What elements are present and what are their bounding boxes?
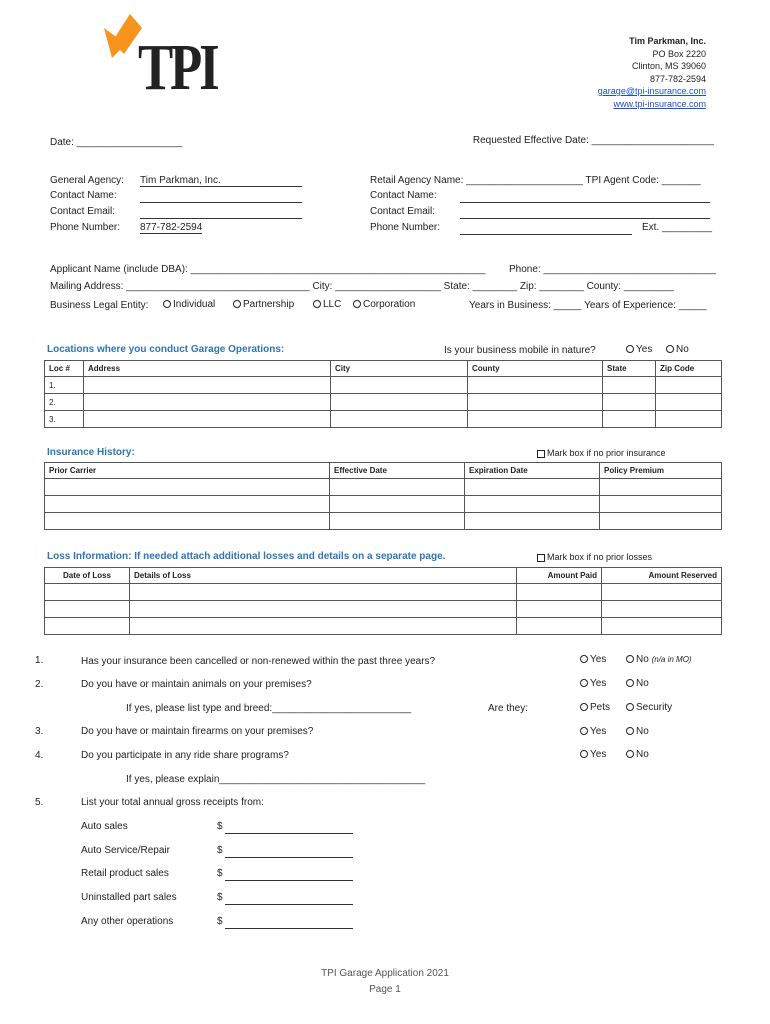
column-header: Expiration Date [465,463,600,479]
q2-are-they-label: Are they: [488,703,529,714]
table-header-row [45,463,722,479]
table-cell[interactable] [330,496,465,513]
entity-partnership-option[interactable] [233,299,294,310]
question-number: 4. [35,750,44,761]
column-header: County [468,361,603,377]
q2-security-option[interactable] [626,702,672,713]
q1-yes-option[interactable] [580,654,606,665]
question-2-text: Do you have or maintain animals on your premises? [81,679,312,690]
history-table [44,462,722,530]
column-header: Amount Paid [517,568,602,584]
column-header: Address [84,361,331,377]
column-header: Date of Loss [45,568,130,584]
footer-title: TPI Garage Application 2021 [321,968,449,979]
receipt-label: Any other operations [81,916,174,927]
mobile-question: Is your business mobile in nature? [444,345,596,356]
legal-entity-label: Business Legal Entity: [50,300,149,311]
column-header: Policy Premium [600,463,722,479]
q2-yes-option[interactable] [580,678,606,689]
company-address-block [486,35,706,110]
table-row[interactable] [45,584,722,601]
retail-phone-label: Phone Number: [370,222,441,233]
q3-no-option[interactable] [626,726,649,737]
no-prior-losses-checkbox[interactable] [537,552,652,562]
table-cell[interactable] [602,601,722,618]
table-cell[interactable] [465,496,600,513]
table-cell[interactable] [465,479,600,496]
table-cell[interactable] [603,411,656,428]
table-cell[interactable] [468,411,603,428]
no-label: No [676,344,689,355]
receipt-auto-sales-field[interactable] [225,821,353,834]
contact-email-field[interactable] [140,206,302,219]
column-header: State [603,361,656,377]
entity-corporation-option[interactable] [353,299,415,310]
radio-icon[interactable] [233,300,241,308]
checkbox-label: Mark box if no prior losses [547,552,653,562]
radio-icon[interactable] [626,345,634,353]
contact-name-label: Contact Name: [50,190,117,201]
security-label: Security [636,702,673,713]
radio-icon[interactable] [626,750,634,758]
retail-phone-field[interactable] [460,222,632,235]
table-cell[interactable] [45,496,330,513]
radio-icon[interactable] [626,703,634,711]
table-row[interactable] [45,411,722,428]
yes-label: Yes [590,749,607,760]
no-label: No [636,654,649,665]
tpi-logo [104,14,217,106]
table-cell[interactable] [602,584,722,601]
retail-contact-email-label: Contact Email: [370,206,436,217]
table-cell[interactable] [600,496,722,513]
table-cell[interactable] [45,479,330,496]
table-cell[interactable] [517,584,602,601]
radio-icon[interactable] [580,727,588,735]
company-name: Tim Parkman, Inc. [629,36,706,46]
no-label: No [636,678,649,689]
table-cell[interactable] [468,377,603,394]
radio-icon[interactable] [580,703,588,711]
logo-text: TPI [138,31,217,104]
loss-table [44,567,722,635]
q1-note: (n/a in MO) [651,655,692,664]
company-phone: 877-782-2594 [649,73,706,84]
entity-llc-option[interactable] [313,299,341,310]
question-number: 5. [35,797,44,808]
radio-icon[interactable] [580,679,588,687]
no-label: No [636,726,649,737]
table-cell[interactable] [600,479,722,496]
row-number: 2. [45,394,84,411]
effective-date-field[interactable]: Requested Effective Date: ______________________ [472,135,714,146]
table-header-row [45,361,722,377]
checkbox-icon[interactable] [537,554,545,562]
radio-icon[interactable] [580,750,588,758]
radio-icon[interactable] [666,345,674,353]
date-field[interactable]: Date: ___________________ [50,137,183,148]
row-number: 3. [45,411,84,428]
receipt-retail-field[interactable] [225,868,353,881]
radio-icon[interactable] [580,655,588,663]
table-cell[interactable] [84,377,331,394]
no-label: No [636,749,649,760]
pets-label: Pets [590,702,611,713]
yes-label: Yes [590,726,607,737]
table-row[interactable] [45,601,722,618]
table-cell[interactable] [45,618,130,635]
entity-label: Individual [173,299,216,310]
q4-yes-option[interactable] [580,749,606,760]
table-cell[interactable] [603,377,656,394]
table-row[interactable] [45,479,722,496]
column-header: City [331,361,468,377]
footer-page: Page 1 [369,984,401,995]
entity-label: Partnership [243,299,295,310]
table-cell[interactable] [45,584,130,601]
checkbox-icon[interactable] [537,450,545,458]
entity-label: Corporation [363,299,416,310]
column-header: Prior Carrier [45,463,330,479]
table-cell[interactable] [602,618,722,635]
ext-field[interactable]: Ext. _________ [642,222,713,233]
table-row[interactable] [45,377,722,394]
yes-label: Yes [590,654,607,665]
receipt-uninstalled-field[interactable] [225,892,353,905]
table-cell[interactable] [468,394,603,411]
q2-no-option[interactable] [626,678,649,689]
question-5-text: List your total annual gross receipts from: [81,797,264,808]
receipt-dollar: $ [217,892,223,903]
mobile-no-option[interactable] [666,344,689,355]
table-row[interactable] [45,513,722,530]
radio-icon[interactable] [353,300,361,308]
table-cell[interactable] [331,377,468,394]
locations-table [44,360,722,428]
question-number: 2. [35,679,44,690]
column-header: Zip Code [656,361,722,377]
table-cell[interactable] [330,479,465,496]
loss-title: Loss Information: If needed attach additional losses and details on a separate page. [47,551,446,562]
receipt-dollar: $ [217,868,223,879]
general-agency-label: General Agency: [50,175,124,186]
question-4-text: Do you participate in any ride share programs? [81,750,289,761]
retail-contact-name-label: Contact Name: [370,190,437,201]
company-web-link[interactable]: www.tpi-insurance.com [613,98,706,109]
table-cell[interactable] [517,618,602,635]
applicant-phone-field[interactable]: Phone: _______________________________ [509,264,716,275]
radio-icon[interactable] [163,300,171,308]
table-cell[interactable] [331,394,468,411]
no-prior-insurance-checkbox[interactable] [537,448,666,458]
column-header: Amount Reserved [602,568,722,584]
receipt-dollar: $ [217,845,223,856]
receipt-label: Auto sales [81,821,128,832]
table-cell[interactable] [331,411,468,428]
checkbox-label: Mark box if no prior insurance [547,448,666,458]
q2-pets-option[interactable] [580,702,610,713]
table-cell[interactable] [84,394,331,411]
retail-contact-name-field[interactable] [460,190,710,203]
contact-email-label: Contact Email: [50,206,116,217]
table-cell[interactable] [603,394,656,411]
radio-icon[interactable] [626,679,634,687]
radio-icon[interactable] [626,655,634,663]
receipt-auto-service-field[interactable] [225,845,353,858]
mobile-yes-option[interactable] [626,344,652,355]
applicant-name-field[interactable]: Applicant Name (include DBA): _____________________________________________________ [50,264,486,275]
column-header: Details of Loss [130,568,517,584]
table-cell[interactable] [84,411,331,428]
q2-breed-field[interactable]: If yes, please list type and breed:_________________________ [126,703,412,714]
table-cell[interactable] [517,601,602,618]
question-number: 3. [35,726,44,737]
column-header: Loc # [45,361,84,377]
question-number: 1. [35,655,44,666]
table-row[interactable] [45,394,722,411]
company-box: PO Box 2220 [652,48,706,59]
yes-label: Yes [636,344,653,355]
table-cell[interactable] [656,377,722,394]
retail-agency-field[interactable]: Retail Agency Name: _____________________ TPI Agent Code: _______ [370,175,701,186]
row-number: 1. [45,377,84,394]
retail-contact-email-field[interactable] [460,206,710,219]
table-cell[interactable] [465,513,600,530]
table-row[interactable] [45,618,722,635]
phone-value[interactable]: 877-782-2594 [140,222,203,233]
table-cell[interactable] [130,584,517,601]
table-cell[interactable] [600,513,722,530]
receipt-label: Auto Service/Repair [81,845,170,856]
table-cell[interactable] [330,513,465,530]
phone-label: Phone Number: [50,222,121,233]
mailing-address-field[interactable]: Mailing Address: _________________________________ City: ___________________ State: ________ Zip: ________ County: _________ [50,281,674,292]
receipt-other-field[interactable] [225,916,353,929]
company-email-link[interactable]: garage@tpi-insurance.com [597,86,706,96]
radio-icon[interactable] [626,727,634,735]
locations-title: Locations where you conduct Garage Operations: [47,344,285,355]
receipt-dollar: $ [217,916,223,927]
years-field[interactable]: Years in Business: _____ Years of Experience: _____ [469,300,707,311]
general-agency-value[interactable]: Tim Parkman, Inc. [140,175,302,187]
radio-icon[interactable] [313,300,321,308]
q4-explain-field[interactable]: If yes, please explain_____________________________________ [126,774,426,785]
q3-yes-option[interactable] [580,726,606,737]
q1-no-option[interactable] [626,654,692,665]
company-city: Clinton, MS 39060 [631,61,706,71]
table-cell[interactable] [656,411,722,428]
receipt-label: Uninstalled part sales [81,892,177,903]
receipt-label: Retail product sales [81,868,169,879]
entity-individual-option[interactable] [163,299,215,310]
column-header: Effective Date [330,463,465,479]
table-cell[interactable] [45,601,130,618]
table-cell[interactable] [656,394,722,411]
table-cell[interactable] [45,513,330,530]
contact-name-field[interactable] [140,190,302,203]
question-1-text: Has your insurance been cancelled or non-renewed within the past three years? [81,656,436,667]
table-header-row [45,568,722,584]
question-3-text: Do you have or maintain firearms on your premises? [81,726,314,737]
receipt-dollar: $ [217,821,223,832]
q4-no-option[interactable] [626,749,649,760]
entity-label: LLC [323,299,342,310]
table-cell[interactable] [130,618,517,635]
table-cell[interactable] [130,601,517,618]
yes-label: Yes [590,678,607,689]
table-row[interactable] [45,496,722,513]
history-title: Insurance History: [47,447,135,458]
